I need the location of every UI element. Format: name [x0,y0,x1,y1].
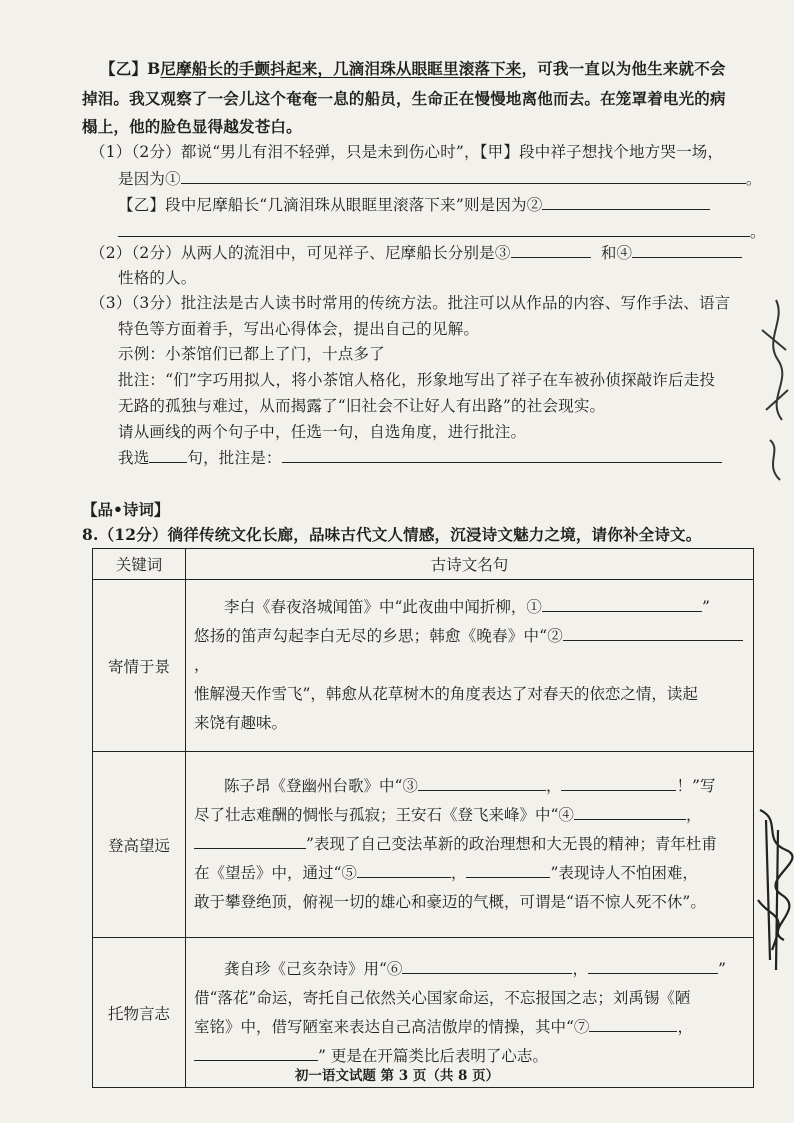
q3-choose-label: 我选 [118,449,150,467]
punct: 。 [750,223,766,241]
poem-blank-7a[interactable] [589,1015,677,1032]
q2-line-1 [90,241,742,264]
underlined-sentence-b: 尼摩船长的手颤抖起来，几滴泪珠从眼眶里滚落下来 [160,59,522,78]
passage-text: ，可我一直以为他生来就不会 [521,59,726,78]
keyword-cell: 登高望远 [93,752,186,938]
poem-blank-6b[interactable] [588,957,718,974]
q3-example: 示例：小茶馆们已都上了门，十点多了 [118,345,385,363]
header-poem-lines: 古诗文名句 [186,549,754,580]
q1-label-2: 【乙】段中尼摩船长“几滴泪珠从眼眶里滚落下来”则是因为② [118,196,543,214]
keyword-cell: 寄情于景 [93,580,186,752]
text: ， [450,864,467,882]
text: 借“落花”命运，寄托自己依然关心国家命运，不忘报国之志；刘禹锡《陋 [194,988,691,1007]
poem-blank-5b[interactable] [466,861,550,878]
text: ”表现诗人不怕困难， [550,864,698,882]
q3-line-2: 特色等方面着手，写出心得体会，提出自己的见解。 [118,320,480,338]
text: ， [685,806,702,824]
section-title: 【品•诗词】 [82,500,170,519]
page-footer: 初一语文试题 第 3 页（共 8 页） [294,1068,500,1084]
choose-sentence-blank[interactable] [149,446,187,463]
q2-label: （2）（2分）从两人的流泪中，可见祥子、尼摩船长分别是③ [90,244,511,262]
margin-scribble-icon [752,800,794,980]
keyword-cell: 托物言志 [93,938,186,1088]
answer-blank-1[interactable] [181,167,746,184]
q2-mid: 和④ [600,244,633,262]
poem-blank-1[interactable] [542,595,702,612]
answer-blank-2b[interactable] [118,220,750,237]
punct: 。 [745,170,762,188]
text: ， [545,777,562,795]
text: 在《望岳》中，通过“⑤ [194,864,357,882]
text: ， [677,1017,693,1036]
text: ” 更是在开篇类比后表明了心志。 [318,1046,548,1065]
q1-line-4 [118,220,766,243]
margin-scribble-icon [756,290,794,490]
poem-cell [186,752,754,938]
poem-blank-4a[interactable] [574,803,686,820]
text: 来饶有趣味。 [194,714,288,732]
q1-line-2 [118,167,762,190]
text: 尽了壮志难酬的惆怅与孤寂；王安石《登飞来峰》中“④ [194,806,574,824]
text: ” [717,959,726,978]
text: 惟解漫天作雪飞”，韩愈从花草树木的角度表达了对春天的依恋之情，读起 [194,685,698,703]
text: 李白《春夜洛城闻笛》中“此夜曲中闻折柳，① [224,598,542,616]
text: ”表现了自己变法革新的政治理想和大无畏的精神；青年杜甫 [306,835,717,853]
text: ， [194,656,210,674]
q1-label: 是因为① [118,170,181,188]
header-keyword: 关键词 [93,549,186,580]
text: 敢于攀登绝顶，俯视一切的雄心和豪迈的气概，可谓是“语不惊人死不休”。 [194,893,706,911]
poem-blank-5a[interactable] [357,861,451,878]
q3-instruction: 请从画线的两个句子中，任选一句，自选角度，进行批注。 [118,423,527,441]
passage-tag: 【乙】B [100,59,161,78]
poem-cell [186,580,754,752]
table-header-row [93,549,754,580]
passage-yi-line-1 [100,58,726,80]
q3-answer-line [118,446,722,469]
q8-intro: 8.（12分）徜徉传统文化长廊，品味古代文人情感，沉浸诗文魅力之境，请你补全诗文。 [82,525,702,544]
answer-blank-2a[interactable] [542,193,710,210]
text: ， [572,959,588,978]
poem-blank-6a[interactable] [402,957,572,974]
q1-line-1: （1）（2分）都说“男儿有泪不轻弹，只是未到伤心时”，【甲】段中祥子想找个地方哭一场， [90,143,724,161]
poem-blank-4b[interactable] [194,832,306,849]
text: 室铭》中，借写陋室来表达自己高洁傲岸的情操，其中“⑦ [194,1017,590,1036]
poem-blank-2[interactable] [563,624,743,641]
q3-annotation-1: 批注：“们”字巧用拟人，将小茶馆人格化，形象地写出了祥子在车被孙侦探敲诈后走投 [118,371,716,389]
poem-blank-7b[interactable] [194,1044,318,1061]
text: 陈子昂《登幽州台歌》中“③ [224,777,418,795]
annotation-blank[interactable] [282,446,722,463]
text: 龚自珍《己亥杂诗》用“⑥ [224,959,403,978]
q1-line-3 [118,193,710,216]
answer-blank-4[interactable] [632,241,742,258]
poetry-table [92,548,754,1088]
text: ” [701,598,710,616]
answer-blank-3[interactable] [511,241,591,258]
q3-line-1: （3）（3分）批注法是古人读书时常用的传统方法。批注可以从作品的内容、写作手法、语言 [90,294,731,312]
q2-line-2: 性格的人。 [118,269,197,287]
text: ！”写 [676,777,716,795]
table-row [93,752,754,938]
poem-blank-3b[interactable] [561,774,676,791]
text: 悠扬的笛声勾起李白无尽的乡思；韩愈《晚春》中“② [194,627,563,645]
table-row [93,580,754,752]
passage-yi-line-3: 榻上，他的脸色显得越发苍白。 [82,117,302,136]
poem-blank-3a[interactable] [418,774,546,791]
q3-annotation-label: 句，批注是： [187,449,282,467]
passage-yi-line-2: 掉泪。我又观察了一会儿这个奄奄一息的船员，生命正在慢慢地离他而去。在笼罩着电光的病 [82,89,726,108]
q3-annotation-2: 无路的孤独与难过，从而揭露了“旧社会不让好人有出路”的社会现实。 [118,397,606,415]
